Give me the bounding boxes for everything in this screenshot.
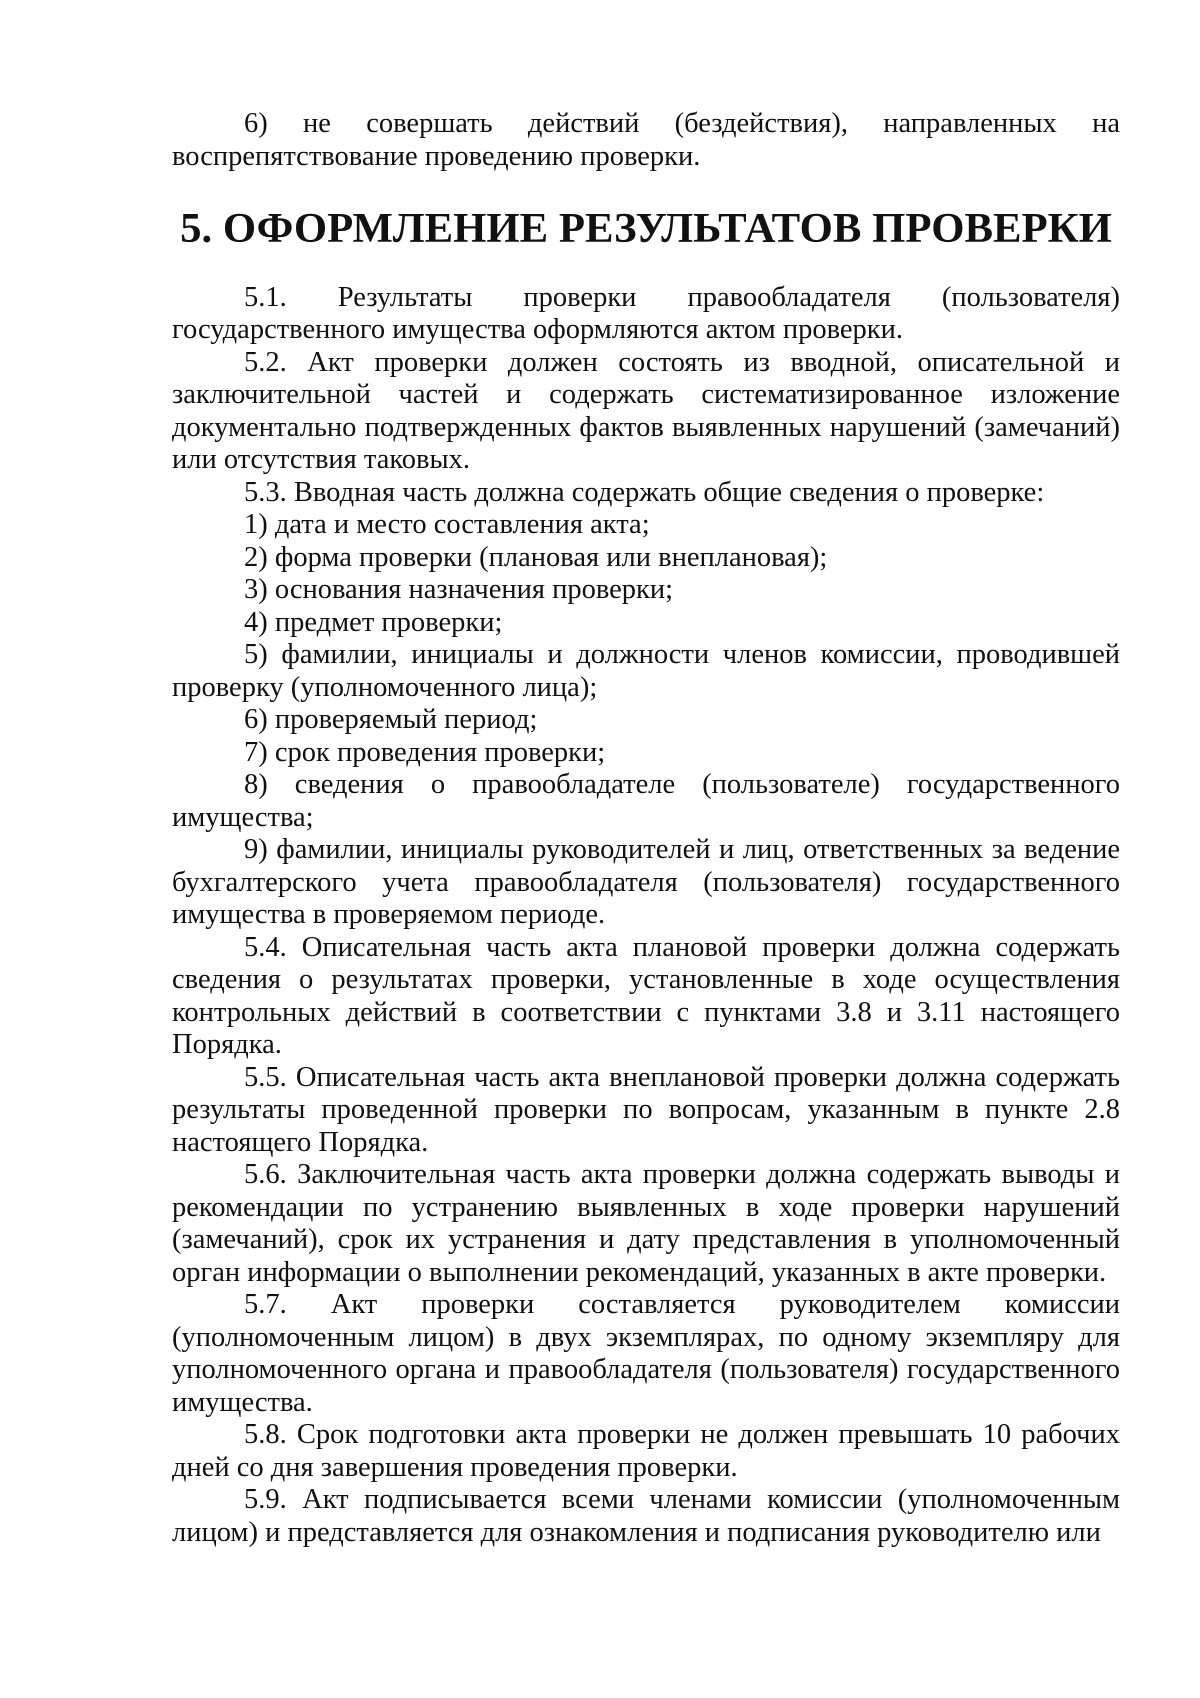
paragraph-5-2: 5.2. Акт проверки должен состоять из вводной, описательной и заключительной частей и содержать систематизированное изложение документально подтвержденных фактов выявленных нарушений (замечаний) или отсутствия таковых. [172, 346, 1120, 475]
paragraph-5-1: 5.1. Результаты проверки правообладателя (пользователя) государственного имущества оформляются актом проверки. [172, 281, 1120, 345]
paragraph-5-7: 5.7. Акт проверки составляется руководителем комиссии (уполномоченным лицом) в двух экземплярах, по одному экземпляру для уполномоченного органа и правообладателя (пользователя) государственного имущества. [172, 1289, 1120, 1418]
list-item-1: 1) дата и место составления акта; [244, 509, 650, 540]
list-item-4: 4) предмет проверки; [244, 606, 503, 638]
document-body [172, 108, 1120, 1549]
list-item-7: 7) срок проведения проверки; [244, 736, 606, 768]
section-heading: 5. ОФОРМЛЕНИЕ РЕЗУЛЬТАТОВ ПРОВЕРКИ [180, 205, 1112, 252]
paragraph-5-6: 5.6. Заключительная часть акта проверки должна содержать выводы и рекомендации по устранению выявленных в ходе проверки нарушений (замечаний), срок их устранения и дату представления в уполномоченный орган информации о выполнении рекомендаций, указанных в акте проверки. [172, 1159, 1120, 1288]
paragraph-5-8: 5.8. Срок подготовки акта проверки не должен превышать 10 рабочих дней со дня завершения проведения проверки. [172, 1419, 1120, 1483]
paragraph-5-4: 5.4. Описательная часть акта плановой проверки должна содержать сведения о результатах проверки, установленные в ходе осуществления контрольных действий в соответствии с пунктами 3.8 и 3.11 настоящего Порядка. [172, 931, 1120, 1060]
paragraph-5-9: 5.9. Акт подписывается всеми членами комиссии (уполномоченным лицом) и представляется для ознакомления и подписания руководителю или [172, 1484, 1120, 1548]
list-item-8: 8) сведения о правообладателе (пользователе) государственного имущества; [172, 769, 1120, 833]
list-item-9: 9) фамилии, инициалы руководителей и лиц, ответственных за ведение бухгалтерского учета правообладателя (пользователя) государственного имущества в проверяемом периоде. [172, 834, 1120, 930]
paragraph-5-3: 5.3. Вводная часть должна содержать общие сведения о проверке: [244, 476, 1045, 508]
list-item-5: 5) фамилии, инициалы и должности членов комиссии, проводившей проверку (уполномоченного лица); [172, 639, 1120, 703]
intro-list-item: 6) не совершать действий (бездействия), направленных на воспрепятствование проведению проверки. [172, 108, 1120, 172]
list-item-2: 2) форма проверки (плановая или внеплановая); [244, 541, 828, 573]
list-item-6: 6) проверяемый период; [244, 704, 538, 735]
list-item-3: 3) основания назначения проверки; [244, 574, 674, 605]
paragraph-5-5: 5.5. Описательная часть акта внеплановой проверки должна содержать результаты проведенной проверки по вопросам, указанным в пункте 2.8 настоящего Порядка. [172, 1061, 1120, 1158]
